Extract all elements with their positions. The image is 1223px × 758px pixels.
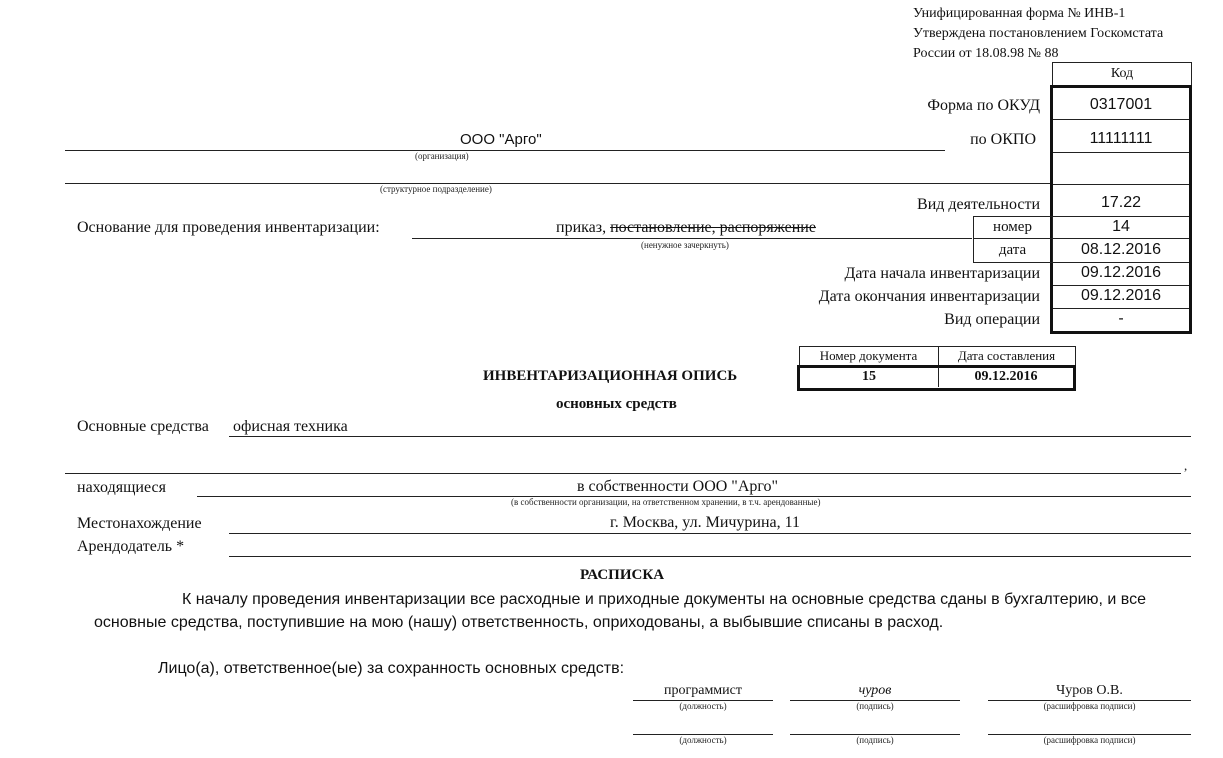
signature-caption: (подпись) bbox=[856, 701, 894, 711]
location-line bbox=[229, 533, 1191, 534]
doc-subtitle: основных средств bbox=[556, 396, 677, 412]
end-date: 09.12.2016 bbox=[1080, 287, 1162, 304]
form-header bbox=[913, 4, 1163, 64]
number-label: номер bbox=[993, 219, 1032, 235]
start-date: 09.12.2016 bbox=[1080, 264, 1162, 281]
organization-name: ООО "Арго" bbox=[460, 131, 542, 148]
responsible-signature: чуров bbox=[858, 683, 892, 698]
okud-code: 0317001 bbox=[1089, 96, 1153, 113]
location-label: Местонахождение bbox=[77, 515, 202, 532]
code-header: Код bbox=[1110, 66, 1134, 81]
basis-code-divider bbox=[973, 238, 1052, 239]
located-label: находящиеся bbox=[77, 479, 166, 496]
basis-caption: (ненужное зачеркнуть) bbox=[641, 240, 729, 250]
code-divider bbox=[1053, 152, 1189, 153]
located-caption: (в собственности организации, на ответственном хранении, в т.ч. арендованные) bbox=[511, 497, 821, 507]
code-divider bbox=[1053, 216, 1189, 217]
doc-date: 09.12.2016 bbox=[974, 369, 1038, 384]
landlord-line bbox=[229, 556, 1191, 557]
activity-code: 17.22 bbox=[1100, 194, 1142, 211]
signature-caption-2: (подпись) bbox=[856, 735, 894, 745]
organization-line bbox=[65, 150, 945, 151]
division-caption: (структурное подразделение) bbox=[380, 184, 492, 194]
responsible-name: Чуров О.В. bbox=[1056, 683, 1123, 698]
okpo-label: по ОКПО bbox=[970, 131, 1036, 148]
basis-label: Основание для проведения инвентаризации: bbox=[77, 219, 380, 236]
basis-line bbox=[412, 238, 972, 239]
okud-label: Форма по ОКУД bbox=[927, 97, 1040, 114]
code-divider bbox=[1053, 119, 1189, 120]
code-divider bbox=[1053, 184, 1189, 185]
position-caption-2: (должность) bbox=[679, 735, 727, 745]
doc-number-header: Номер документа bbox=[819, 348, 918, 363]
code-divider bbox=[1053, 285, 1189, 286]
end-label: Дата окончания инвентаризации bbox=[818, 288, 1040, 305]
assets-line bbox=[229, 436, 1191, 437]
basis-date: 08.12.2016 bbox=[1080, 241, 1162, 258]
doc-title: ИНВЕНТАРИЗАЦИОННАЯ ОПИСЬ bbox=[483, 368, 738, 384]
name-caption: (расшифровка подписи) bbox=[1043, 701, 1136, 711]
landlord-label: Арендодатель * bbox=[77, 538, 185, 555]
form-header-line2: Утверждена постановлением Госкомстата bbox=[913, 26, 1164, 41]
organization-caption: (организация) bbox=[415, 151, 469, 161]
code-divider bbox=[1053, 308, 1189, 309]
doc-number: 15 bbox=[862, 369, 876, 384]
activity-label: Вид деятельности bbox=[917, 196, 1040, 213]
code-divider bbox=[1053, 238, 1189, 239]
assets-label: Основные средства bbox=[77, 418, 209, 435]
okpo-code: 11111111 bbox=[1089, 130, 1153, 147]
basis-value-struck: постановление, распоряжение bbox=[610, 219, 816, 236]
date-label: дата bbox=[998, 242, 1027, 258]
basis-value-kept: приказ, bbox=[556, 219, 607, 236]
doc-date-header: Дата составления bbox=[957, 348, 1056, 363]
responsible-position: программист bbox=[664, 683, 742, 698]
operation-label: Вид операции bbox=[944, 311, 1040, 328]
assets-comma: , bbox=[1184, 458, 1188, 473]
division-line bbox=[65, 183, 1050, 184]
code-divider bbox=[1053, 262, 1189, 263]
located-value: в собственности ООО "Арго" bbox=[577, 478, 779, 495]
basis-value bbox=[556, 219, 816, 237]
receipt-text-2: основные средства, поступившие на мою (нашу) ответственность, оприходованы, а выбывшие списаны в расход. bbox=[94, 614, 944, 631]
operation-code: - bbox=[1118, 310, 1124, 327]
assets-line-2 bbox=[65, 473, 1181, 474]
assets-value: офисная техника bbox=[233, 418, 348, 435]
receipt-text-1: К началу проведения инвентаризации все расходные и приходные документы на основные средства сданы в бухгалтерию, и все bbox=[182, 591, 1147, 608]
position-caption: (должность) bbox=[679, 701, 727, 711]
start-label: Дата начала инвентаризации bbox=[844, 265, 1040, 282]
receipt-title: РАСПИСКА bbox=[580, 567, 665, 583]
form-header-line1: Унифицированная форма № ИНВ-1 bbox=[913, 6, 1126, 21]
code-header-box bbox=[1052, 62, 1192, 86]
form-header-line3: России от 18.08.98 № 88 bbox=[913, 46, 1059, 61]
basis-number: 14 bbox=[1112, 218, 1130, 235]
name-caption-2: (расшифровка подписи) bbox=[1043, 735, 1136, 745]
responsible-label: Лицо(а), ответственное(ые) за сохранность основных средств: bbox=[158, 660, 625, 677]
location-value: г. Москва, ул. Мичурина, 11 bbox=[610, 514, 801, 531]
